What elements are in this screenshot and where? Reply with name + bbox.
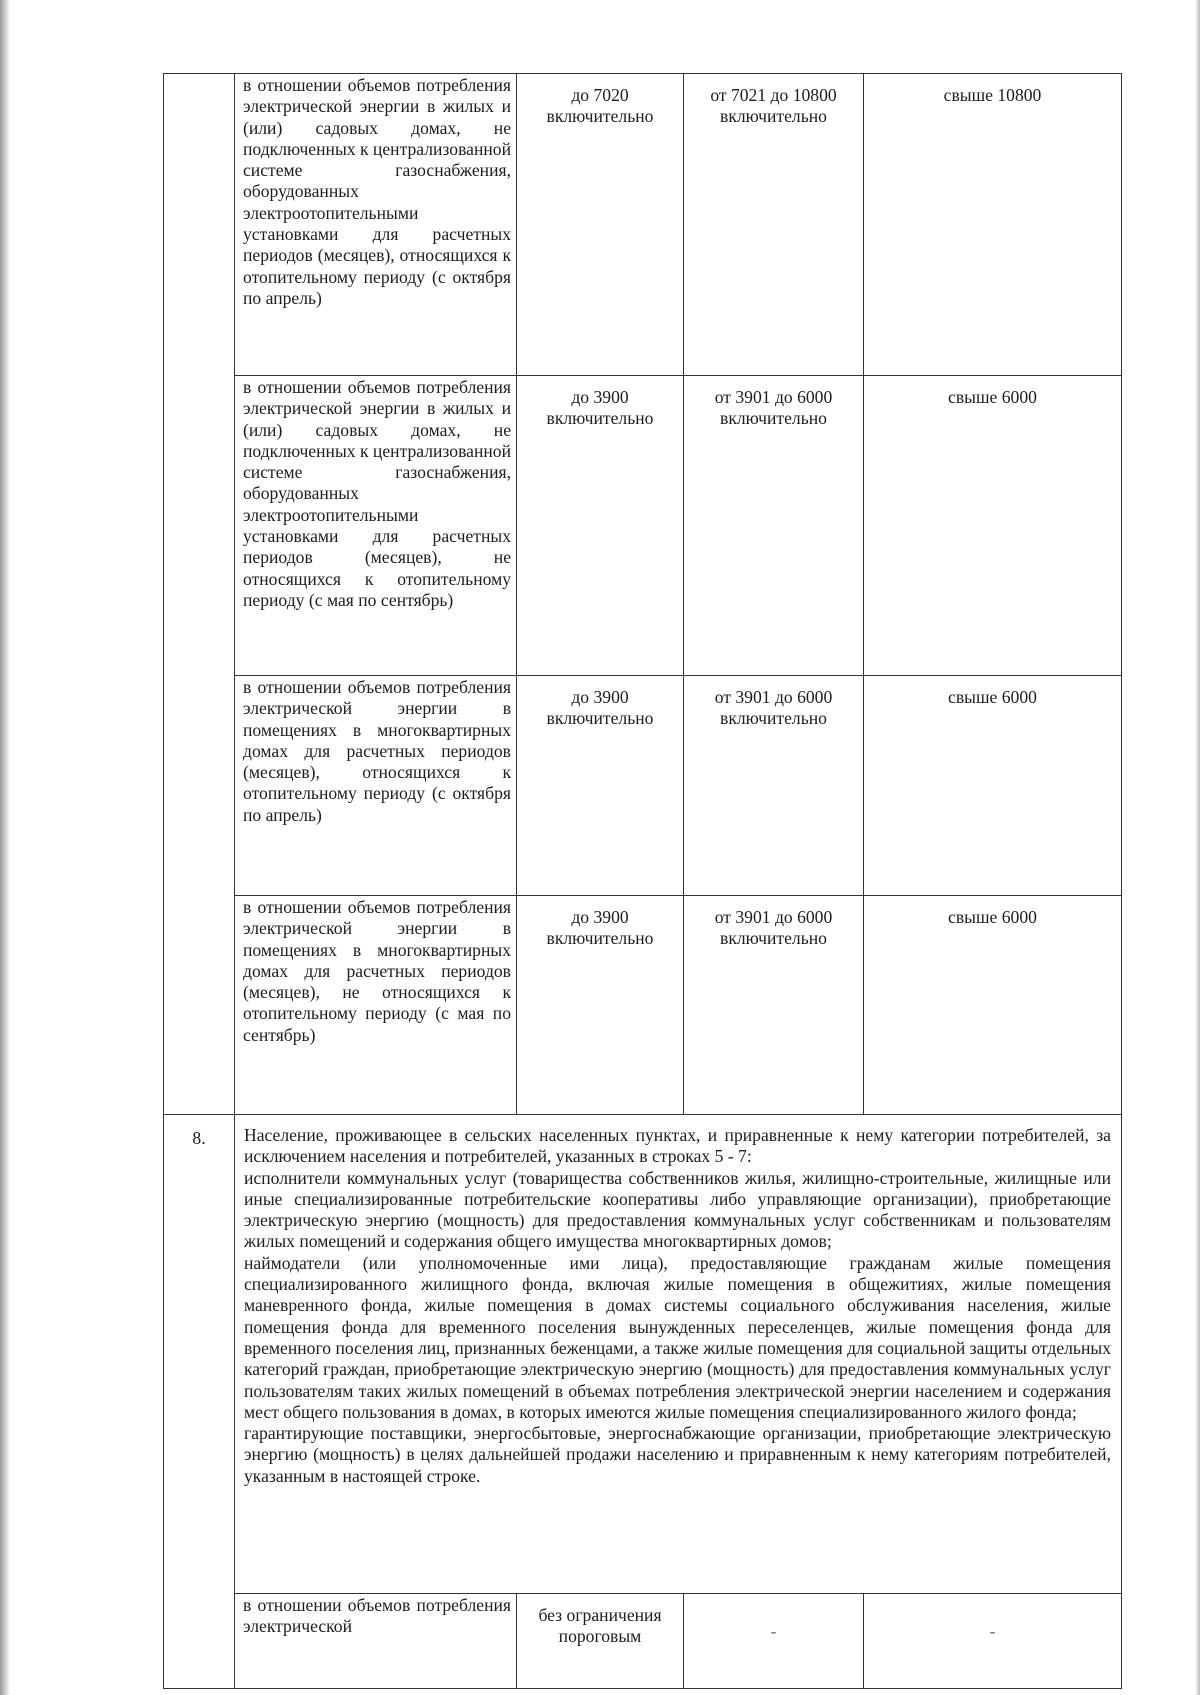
range-mid: от 3901 до 6000 включительно (684, 376, 864, 676)
table-row (164, 376, 1122, 676)
section-8-text (235, 1115, 1122, 1594)
range-low: до 3900 включительно (517, 676, 684, 896)
section-8-paragraph: наймодатели (или уполномоченные ими лица), предоставляющие гражданам жилые помещения специализированного жилищного фонда, включая жилые помещения в общежитиях, жилые помещения маневренного фонда, жилые помещения в домах системы социального обслуживания населения, жилые помещения фонда для временного поселения вынужденных переселенцев, жилые помещения фонда для временного поселения лиц, признанных беженцами, а также жилые помещения для социальной защиты отдельных категорий граждан, приобретающие электрическую энергию (мощность) для предоставления коммунальных услуг пользователям таких жилых помещений в объемах потребления электрической энергии населением и содержания мест общего пользования в домах, в которых имеются жилые помещения специализированного жилого фонда; (244, 1252, 1111, 1422)
range-high: свыше 6000 (864, 376, 1122, 676)
range-low: до 3900 включительно (517, 376, 684, 676)
section-8-paragraph: гарантирующие поставщики, энергосбытовые, энергоснабжающие организации, приобретающие электрическую энергию (мощность) в целях дальнейшей продажи населению и приравненным к нему категориям потребителей, указанным в настоящей строке. (244, 1423, 1111, 1486)
range-high: свыше 6000 (864, 896, 1122, 1115)
range-high: свыше 10800 (864, 74, 1122, 376)
range-mid: от 7021 до 10800 включительно (684, 74, 864, 376)
table-row (164, 896, 1122, 1115)
range-low: до 7020 включительно (517, 74, 684, 376)
table-row (164, 74, 1122, 376)
range-mid: - (684, 1594, 864, 1689)
consumption-description: в отношении объемов потребления электрической энергии в жилых и (или) садовых домах, не подключенных к централизованной системе газоснабжения, оборудованных электроотопительными установками для расчетных периодов (месяцев), не относящихся к отопительному периоду (с мая по сентябрь) (235, 376, 517, 676)
consumption-description: в отношении объемов потребления электрической (235, 1594, 517, 1689)
scan-shadow-right (1195, 0, 1200, 1695)
range-high: - (864, 1594, 1122, 1689)
row-number-cell (164, 1115, 235, 1689)
table-row (164, 1594, 1122, 1689)
table-row (164, 676, 1122, 896)
tariff-table (163, 73, 1122, 1689)
consumption-description: в отношении объемов потребления электрической энергии в помещениях в многоквартирных домах для расчетных периодов (месяцев), не относящихся к отопительному периоду (с мая по сентябрь) (235, 896, 517, 1115)
range-mid: от 3901 до 6000 включительно (684, 676, 864, 896)
row-number: 8. (192, 1128, 206, 1148)
consumption-description: в отношении объемов потребления электрической энергии в жилых и (или) садовых домах, не подключенных к централизованной системе газоснабжения, оборудованных электроотопительными установками для расчетных периодов (месяцев), относящихся к отопительному периоду (с октября по апрель) (235, 74, 517, 376)
consumption-description: в отношении объемов потребления электрической энергии в помещениях в многоквартирных домах для расчетных периодов (месяцев), относящихся к отопительному периоду (с октября по апрель) (235, 676, 517, 896)
section-8-row (164, 1115, 1122, 1594)
section-8-paragraph: Население, проживающее в сельских населенных пунктах, и приравненные к нему категории потребителей, за исключением населения и потребителей, указанных в строках 5 - 7: (244, 1125, 1111, 1167)
range-low: без ограничения пороговым (517, 1594, 684, 1689)
range-high: свыше 6000 (864, 676, 1122, 896)
range-mid: от 3901 до 6000 включительно (684, 896, 864, 1115)
section-8-paragraph: исполнители коммунальных услуг (товарищества собственников жилья, жилищно-строительные, жилищные или иные специализированные потребительские кооперативы либо управляющие организации), приобретающие электрическую энергию (мощность) для предоставления коммунальных услуг собственникам и пользователям жилых помещений и содержания общего имущества многоквартирных домов; (244, 1167, 1111, 1252)
range-low: до 3900 включительно (517, 896, 684, 1115)
row-number-cell (164, 74, 235, 1115)
scan-shadow-left (0, 0, 10, 1695)
